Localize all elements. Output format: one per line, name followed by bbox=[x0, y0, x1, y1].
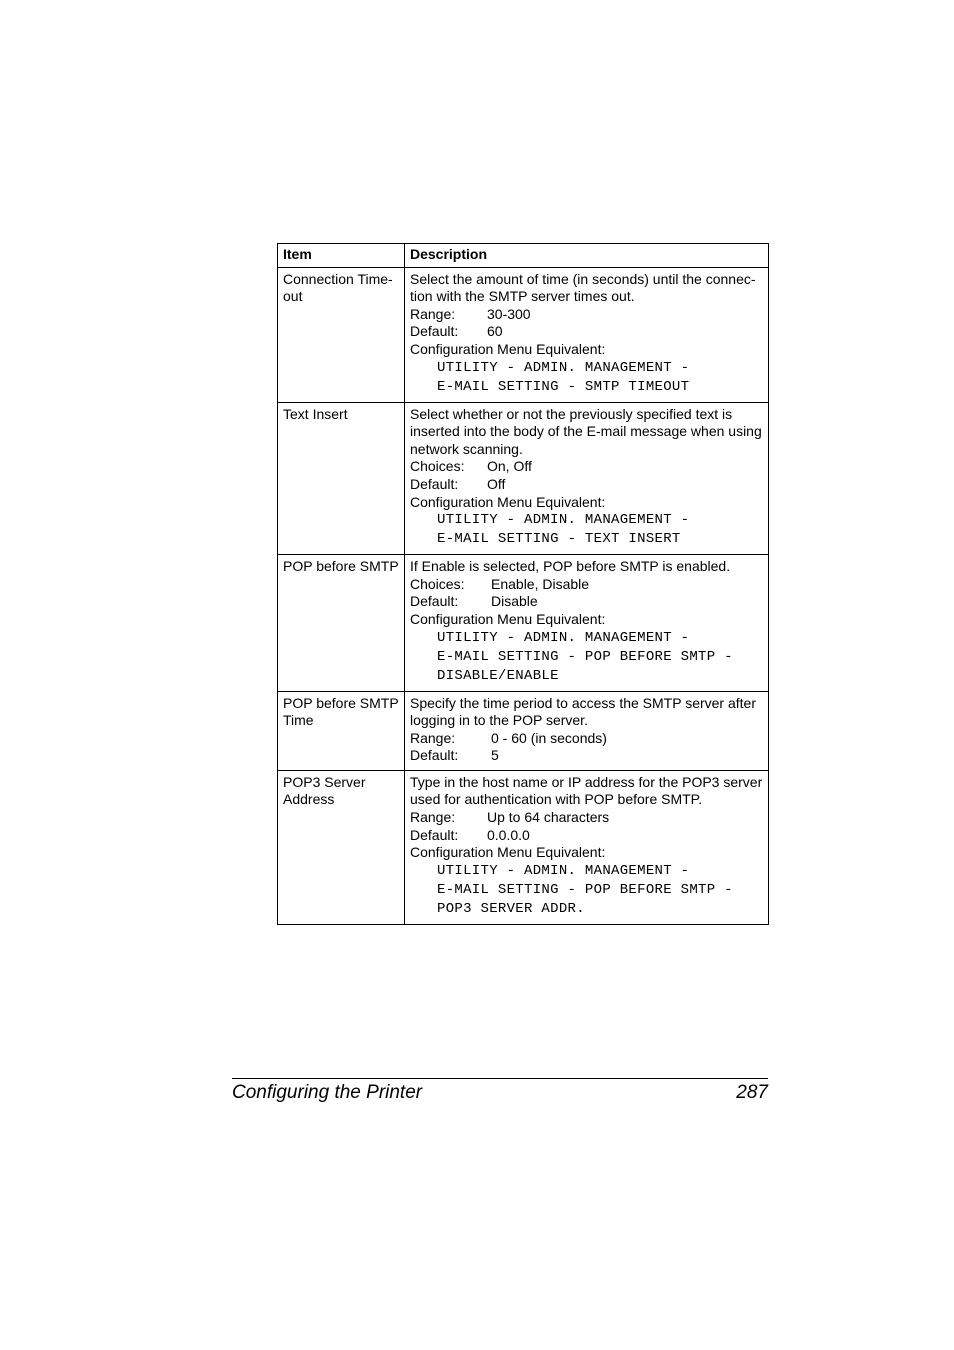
field-value: Up to 64 characters bbox=[487, 809, 610, 826]
field-value: 60 bbox=[487, 323, 503, 340]
menu-equivalent-label: Configuration Menu Equivalent: bbox=[410, 493, 606, 510]
range-field bbox=[410, 809, 765, 827]
settings-table bbox=[277, 243, 769, 925]
item-name-line-1: POP3 Server bbox=[283, 773, 366, 790]
choices-field bbox=[410, 458, 765, 476]
description-cell bbox=[405, 555, 769, 691]
menu-path-line: UTILITY - ADMIN. MANAGEMENT - bbox=[437, 512, 690, 529]
field-value: On, Off bbox=[487, 458, 532, 475]
footer-divider bbox=[232, 1078, 768, 1079]
menu-equivalent-label: Configuration Menu Equivalent: bbox=[410, 610, 606, 627]
description-line-1: Select the amount of time (in seconds) until the connec- bbox=[410, 270, 756, 287]
menu-path-line: POP3 SERVER ADDR. bbox=[437, 900, 585, 917]
description-line-1: Select whether or not the previously specified text is bbox=[410, 405, 733, 422]
description-line-2: tion with the SMTP server times out. bbox=[410, 288, 635, 305]
choices-field bbox=[410, 576, 765, 594]
item-name-line-2: Time bbox=[283, 712, 314, 729]
menu-path-line: UTILITY - ADMIN. MANAGEMENT - bbox=[437, 862, 690, 879]
field-key: Choices: bbox=[410, 575, 465, 592]
description-line-3: network scanning. bbox=[410, 440, 523, 457]
menu-path-line: DISABLE/ENABLE bbox=[437, 667, 559, 684]
field-key: Default: bbox=[410, 826, 459, 843]
description-line-1: Type in the host name or IP address for the POP3 server bbox=[410, 773, 763, 790]
table-row bbox=[278, 770, 769, 924]
field-value: 30-300 bbox=[487, 305, 531, 322]
description-line-1: If Enable is selected, POP before SMTP is enabled. bbox=[410, 558, 731, 575]
field-value: Off bbox=[487, 475, 506, 492]
description-line-2: logging in to the POP server. bbox=[410, 712, 588, 729]
field-key: Default: bbox=[410, 747, 459, 764]
table-row bbox=[278, 555, 769, 691]
item-name: POP before SMTP bbox=[283, 558, 399, 575]
field-key: Range: bbox=[410, 809, 456, 826]
description-cell bbox=[405, 691, 769, 770]
table-row bbox=[278, 402, 769, 555]
item-cell bbox=[278, 402, 405, 555]
description-line-1: Specify the time period to access the SMTP server after bbox=[410, 694, 757, 711]
field-value: Enable, Disable bbox=[491, 575, 590, 592]
menu-equivalent-label: Configuration Menu Equivalent: bbox=[410, 340, 606, 357]
item-cell bbox=[278, 555, 405, 691]
default-field bbox=[410, 323, 765, 341]
description-cell bbox=[405, 770, 769, 924]
default-field bbox=[410, 827, 765, 845]
item-name-line-1: Connection Time- bbox=[283, 270, 393, 287]
menu-path-line: E-MAIL SETTING - SMTP TIMEOUT bbox=[437, 378, 690, 395]
menu-equivalent-label: Configuration Menu Equivalent: bbox=[410, 844, 606, 861]
menu-path-line: E-MAIL SETTING - POP BEFORE SMTP - bbox=[437, 881, 733, 898]
table-row bbox=[278, 267, 769, 402]
range-field bbox=[410, 730, 765, 748]
menu-path-line: E-MAIL SETTING - POP BEFORE SMTP - bbox=[437, 648, 733, 665]
description-cell bbox=[405, 267, 769, 402]
default-field bbox=[410, 476, 765, 494]
range-field bbox=[410, 306, 765, 324]
footer-chapter-title: Configuring the Printer bbox=[232, 1082, 423, 1103]
item-cell bbox=[278, 770, 405, 924]
table-header-row bbox=[278, 244, 769, 268]
item-cell bbox=[278, 691, 405, 770]
column-header-item: Item bbox=[278, 244, 405, 268]
menu-path-line: UTILITY - ADMIN. MANAGEMENT - bbox=[437, 629, 690, 646]
column-header-description: Description bbox=[405, 244, 769, 268]
field-key: Default: bbox=[410, 593, 459, 610]
item-name-line-2: Address bbox=[283, 791, 335, 808]
default-field bbox=[410, 593, 765, 611]
menu-path-line: E-MAIL SETTING - TEXT INSERT bbox=[437, 531, 681, 548]
field-value: 0.0.0.0 bbox=[487, 826, 530, 843]
field-key: Range: bbox=[410, 305, 456, 322]
item-cell bbox=[278, 267, 405, 402]
field-key: Default: bbox=[410, 323, 459, 340]
field-key: Choices: bbox=[410, 458, 465, 475]
field-value: 5 bbox=[491, 747, 499, 764]
field-value: 0 - 60 (in seconds) bbox=[491, 729, 607, 746]
page-number: 287 bbox=[736, 1082, 768, 1103]
table-row bbox=[278, 691, 769, 770]
menu-path-line: UTILITY - ADMIN. MANAGEMENT - bbox=[437, 359, 690, 376]
description-line-2: used for authentication with POP before SMTP. bbox=[410, 791, 703, 808]
description-cell bbox=[405, 402, 769, 555]
field-value: Disable bbox=[491, 593, 538, 610]
item-name-line-2: out bbox=[283, 288, 303, 305]
field-key: Default: bbox=[410, 475, 459, 492]
field-key: Range: bbox=[410, 729, 456, 746]
item-name: Text Insert bbox=[283, 405, 348, 422]
description-line-2: inserted into the body of the E-mail message when using bbox=[410, 423, 762, 440]
item-name-line-1: POP before SMTP bbox=[283, 694, 399, 711]
default-field bbox=[410, 747, 765, 765]
